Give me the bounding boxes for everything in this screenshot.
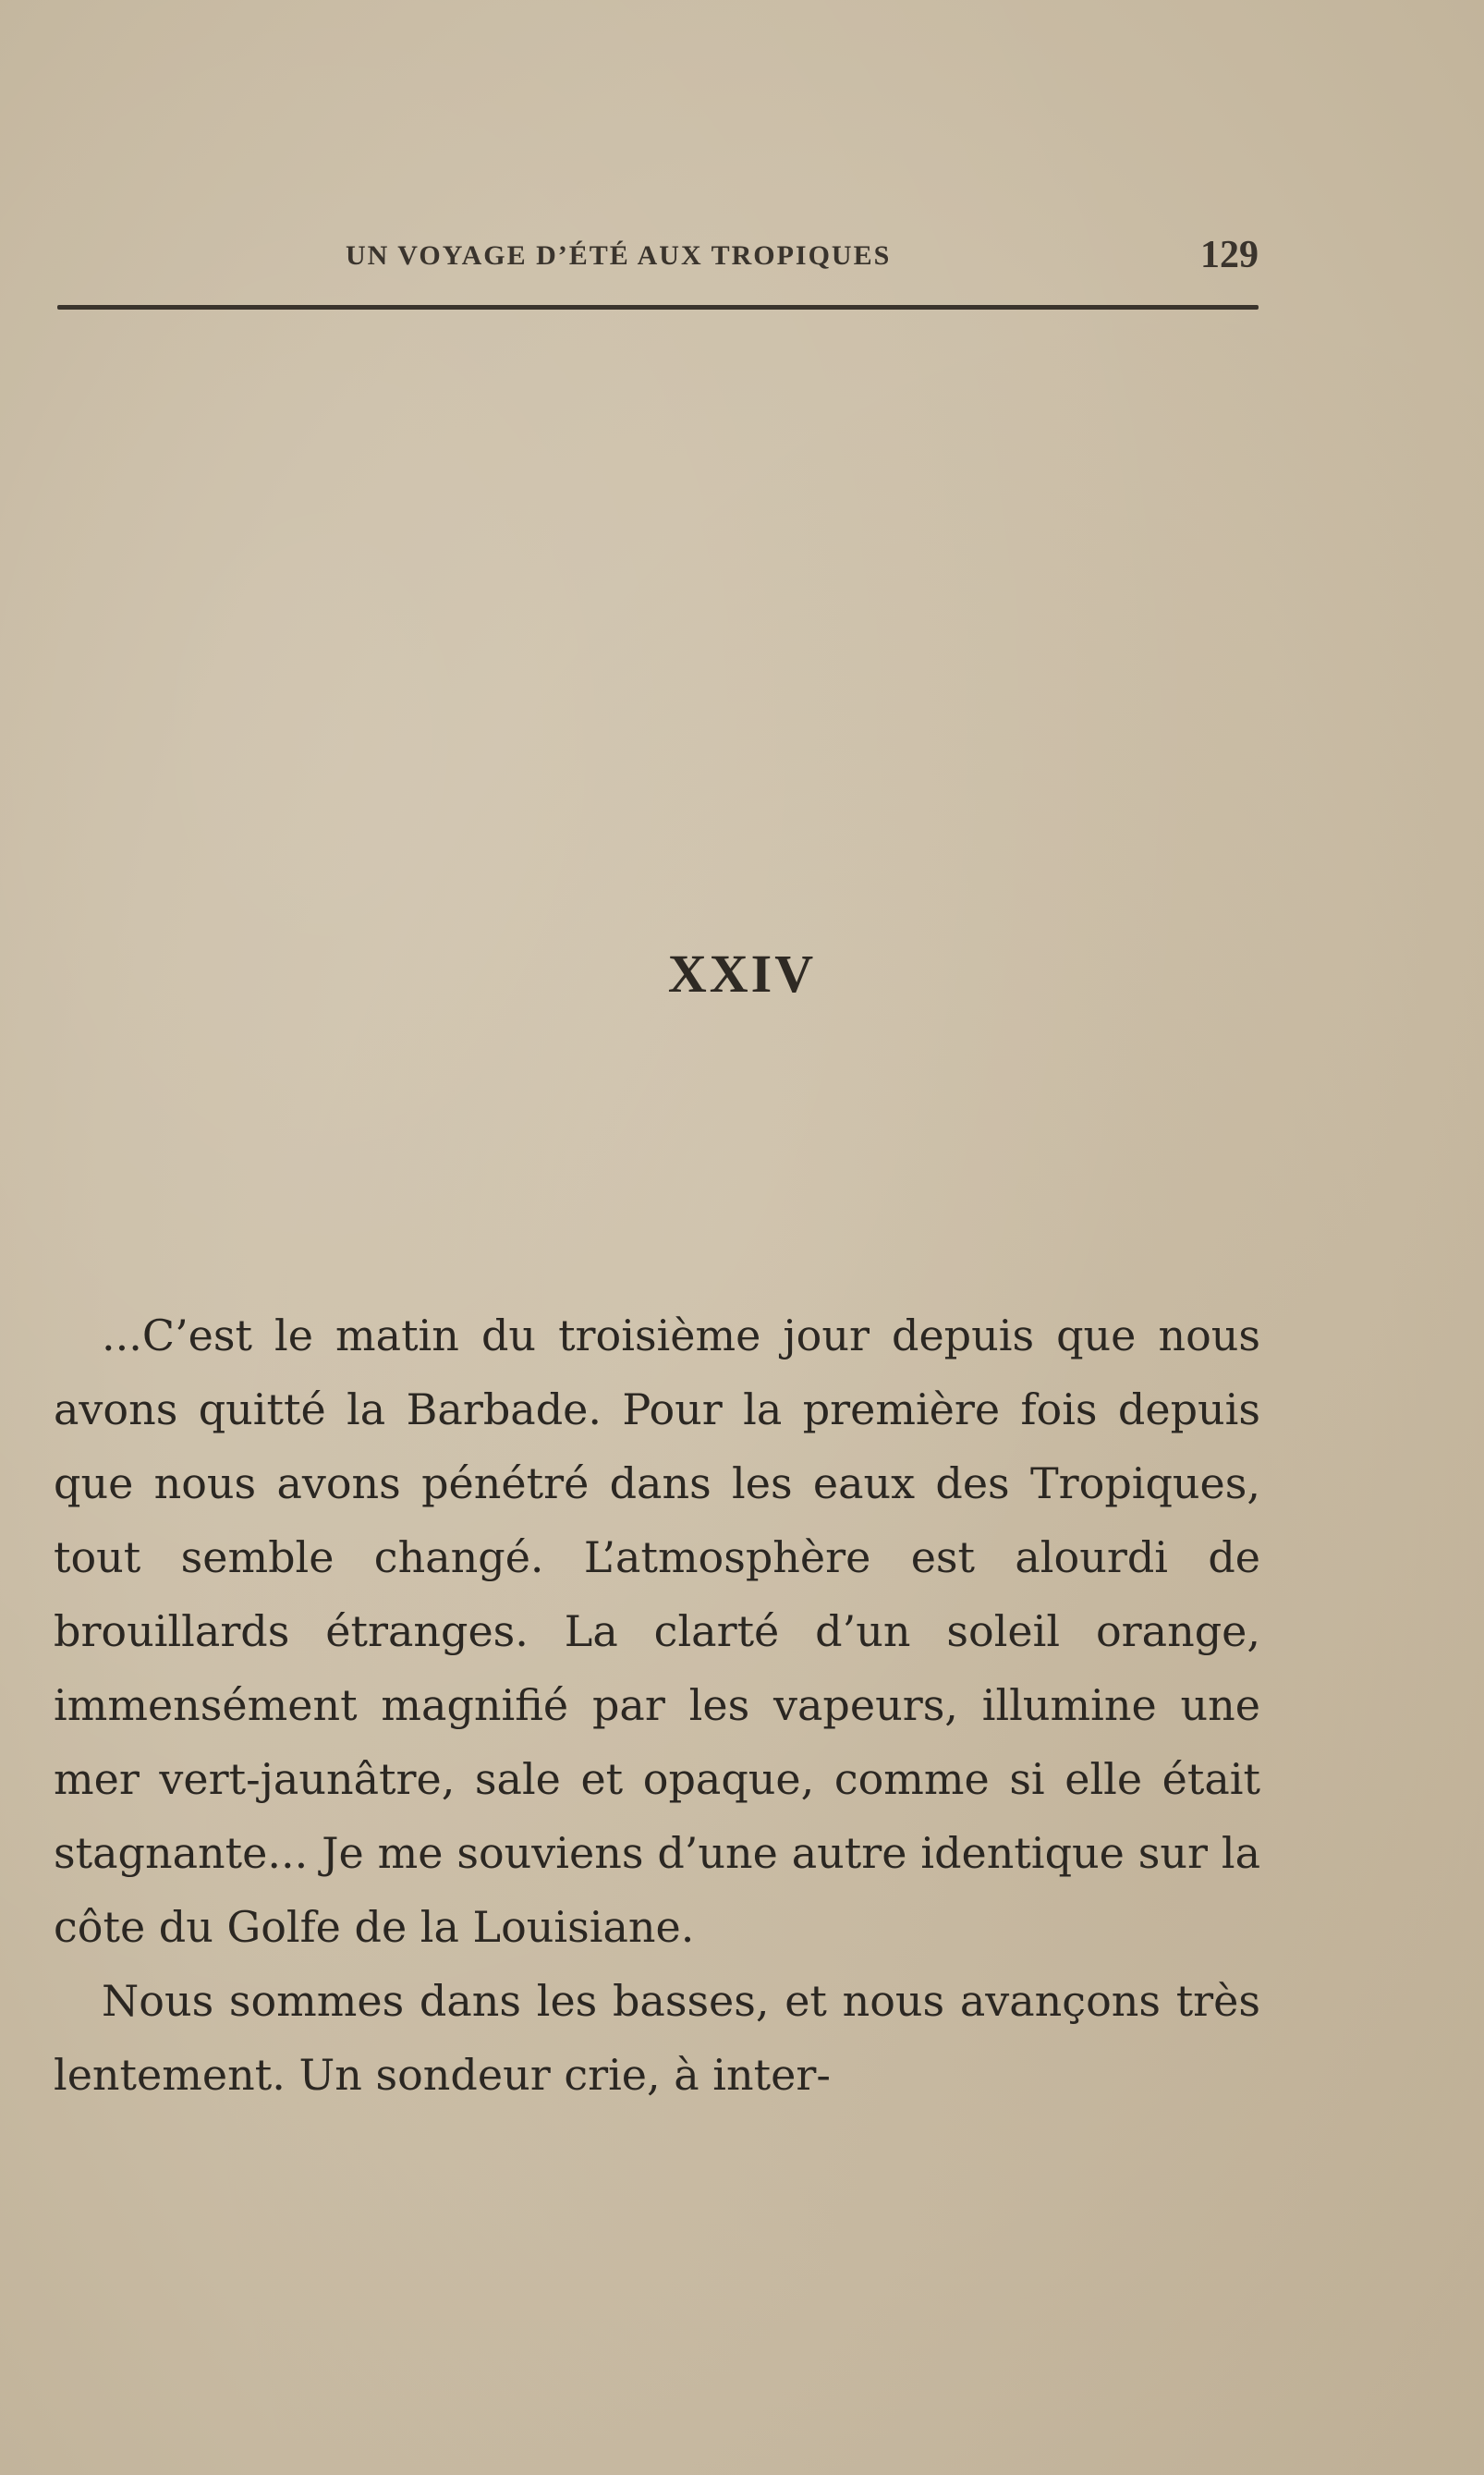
running-title: UN VOYAGE D’ÉTÉ AUX TROPIQUES [346,240,892,271]
body-text [54,1298,1260,2112]
paragraph-1: ...C’est le matin du troisième jour depuis que nous avons quitté la Barbade. Pour la première fois depuis que nous avons pénétré dans les eaux des Tropiques, tout semble changé. L’atmosphère est alourdi de brouillards étranges. La clarté d’un soleil orange, immensément magnifié par les vapeurs, illumine une mer vert-jaunâtre, sale et opaque, comme si elle était stagnante... Je me souviens d’une autre identique sur la côte du Golfe de la Louisiane. [54,1311,1260,1952]
paragraph-2: Nous sommes dans les basses, et nous avançons très lentement. Un sondeur crie, à inter- [54,1976,1260,2100]
page-number: 129 [1200,234,1259,276]
chapter-number: XXIV [667,944,817,1004]
running-head [57,233,1259,288]
header-rule [57,305,1259,310]
